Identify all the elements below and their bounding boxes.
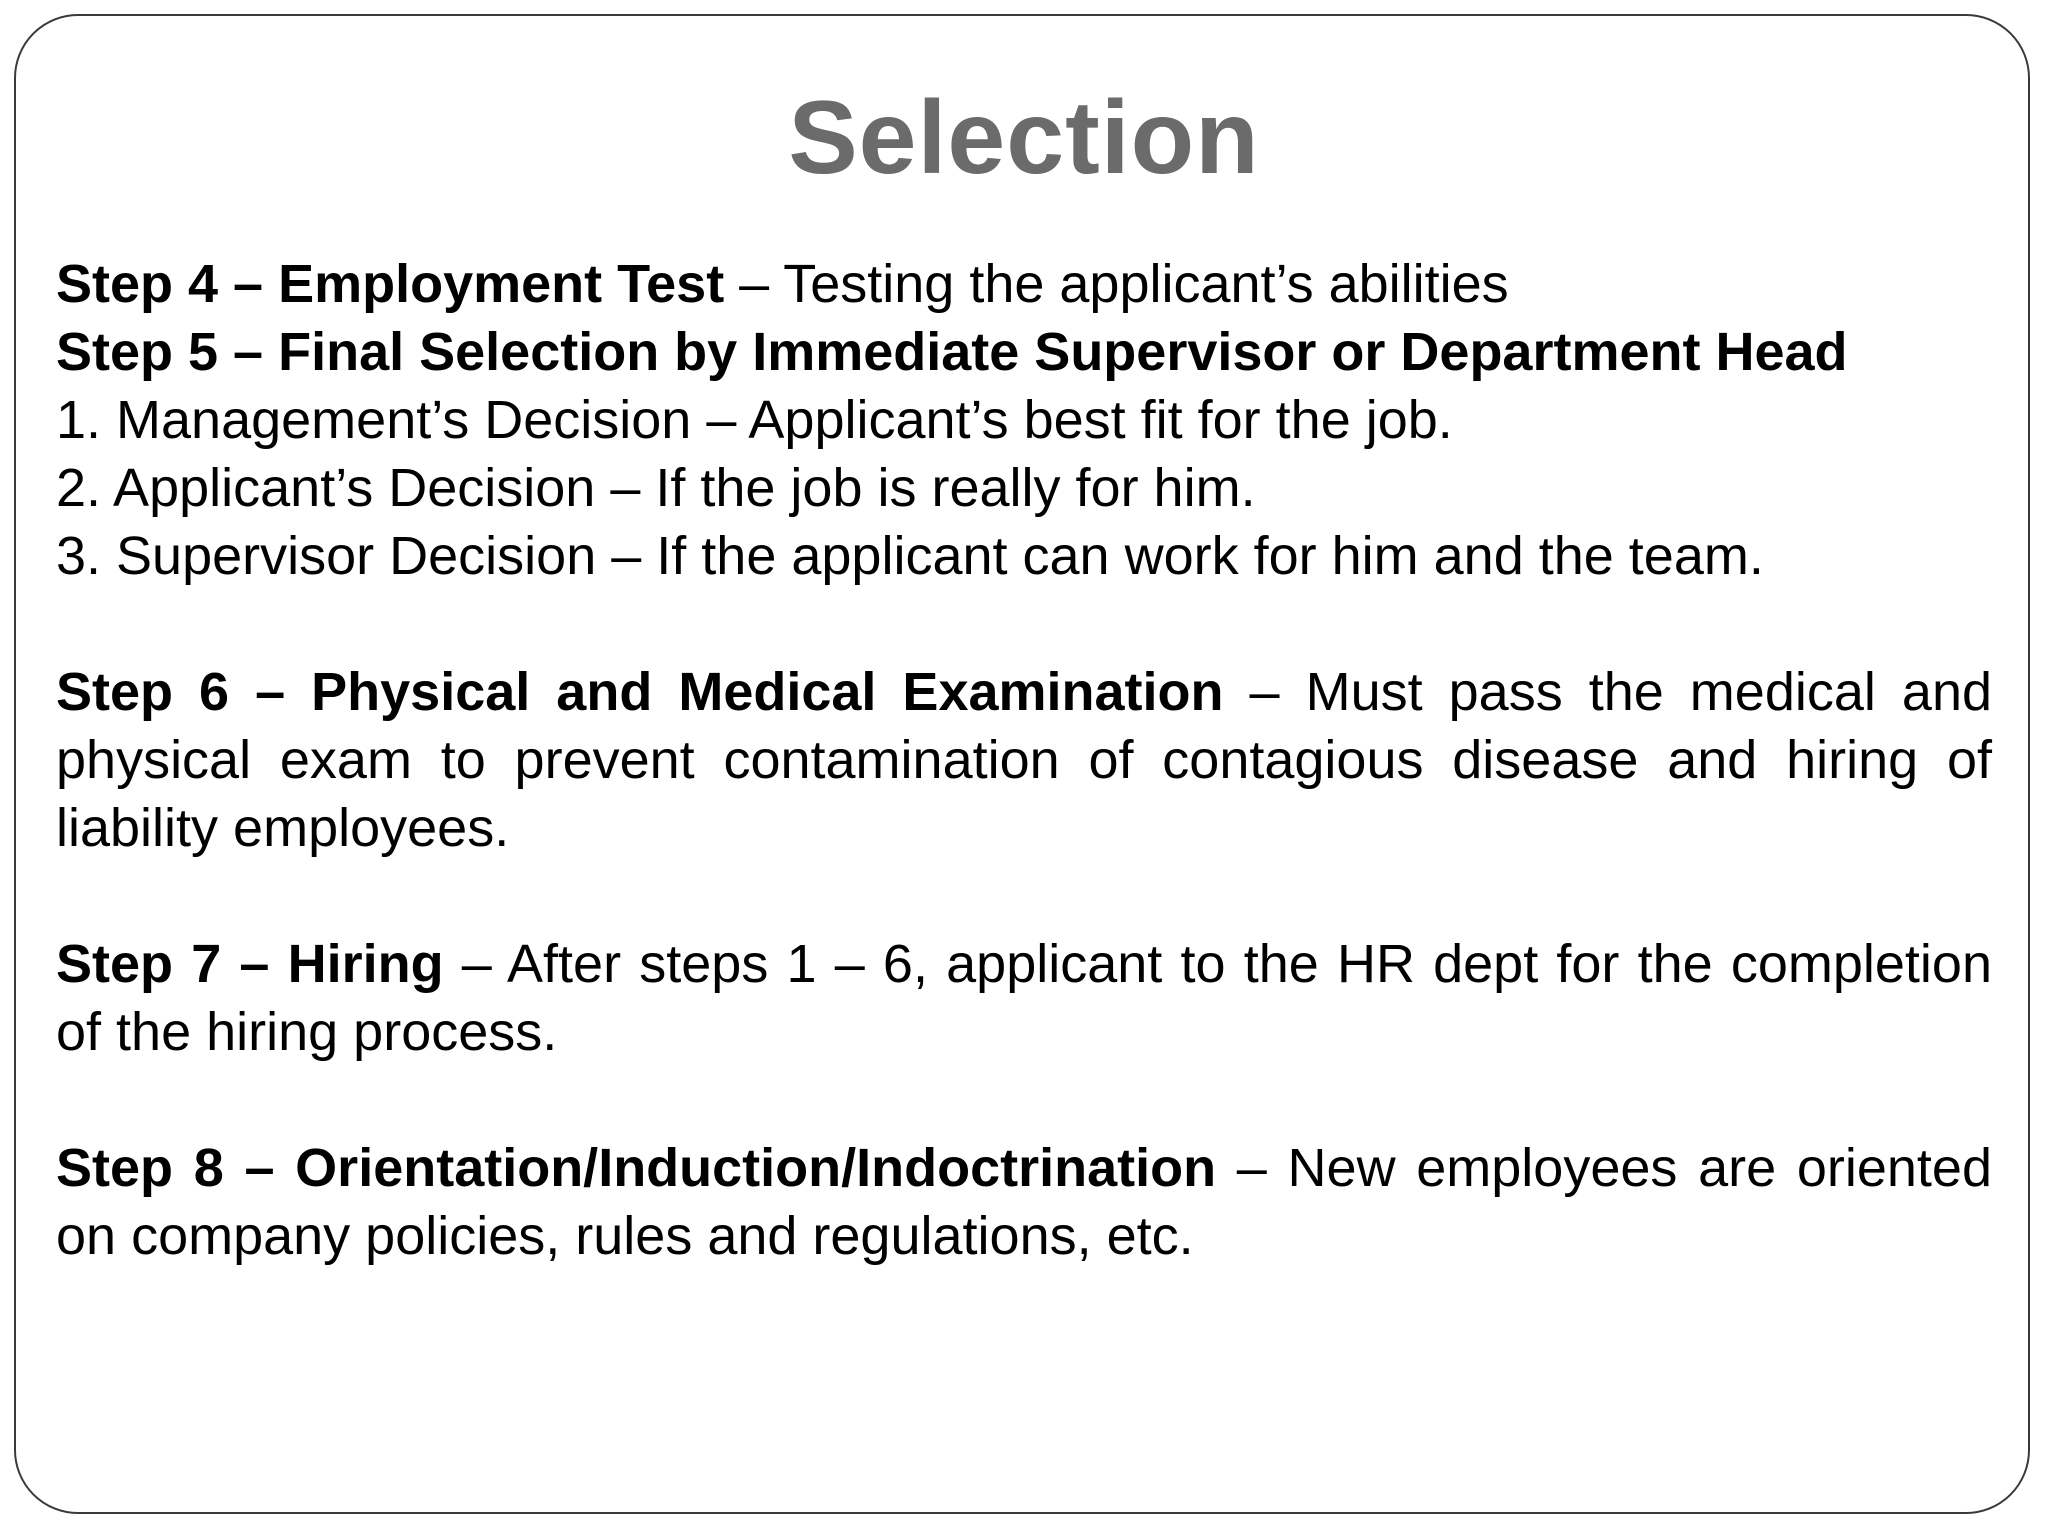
step-6-text: – Must pass the medical and physical exam to prevent contamination of contagious disease and hiring of liability employees. — [56, 662, 1993, 858]
step-5-heading — [56, 318, 1992, 386]
step-5-item-2: 2. Applicant’s Decision – If the job is really for him. — [56, 458, 1256, 518]
slide-frame — [14, 14, 2030, 1514]
step-5-item-3: 3. Supervisor Decision – If the applicant can work for him and the team. — [56, 526, 1764, 586]
step-8 — [56, 1134, 1992, 1270]
step-7 — [56, 930, 1992, 1066]
step-4-heading: Step 4 – Employment Test — [56, 254, 725, 314]
step-6-heading: Step 6 – Physical and Medical Examination — [56, 662, 1224, 722]
step-5-item-1: 1. Management’s Decision – Applicant’s best fit for the job. — [56, 390, 1453, 450]
step-5-heading-text: Step 5 – Final Selection by Immediate Supervisor or Department Head — [56, 322, 1848, 382]
step-8-heading: Step 8 – Orientation/Induction/Indoctrination — [56, 1138, 1217, 1198]
step-4 — [56, 250, 1992, 318]
step-7-text: – After steps 1 – 6, applicant to the HR dept for the completion of the hiring process. — [56, 934, 1992, 1062]
step-4-text: – Testing the applicant’s abilities — [724, 254, 1509, 314]
spacer — [56, 862, 1992, 930]
slide-title: Selection — [788, 80, 1260, 196]
step-7-heading: Step 7 – Hiring — [56, 934, 444, 994]
slide-content — [56, 250, 1992, 1270]
step-6 — [56, 658, 1992, 862]
step-8-text: – New employees are oriented on company policies, rules and regulations, etc. — [56, 1138, 1992, 1266]
spacer — [56, 1066, 1992, 1134]
spacer — [56, 590, 1992, 658]
